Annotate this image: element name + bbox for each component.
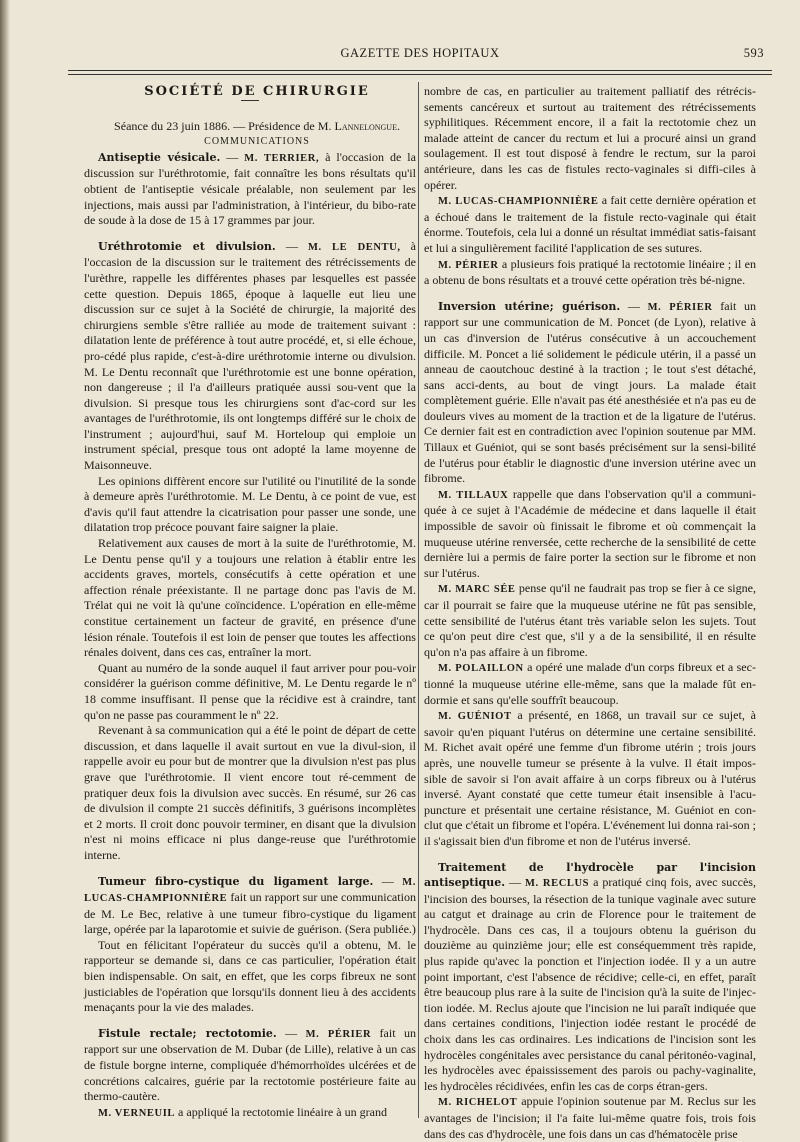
speaker-name: M. PÉRIER [647,301,713,313]
article-body: fait un rapport sur une communication de M. Le Bec, relative à une tumeur fibro-cystique du ligament large, opérée par la laparotomie et suivie de guérison. (Sera publiée.) [84,890,416,937]
article-body: a présenté, en 1868, un travail sur ce sujet, à savoir qu'en piquant l'utérus on détermine une certaine sensibilité. M. Richet avait opéré une femme d'un fibrome utérin ; trois jours après, une nouvelle tumeur se présente à la vulve. Il était impos-sible de savoir si l'on avait affaire à un corps fibreux ou à l'utérus inversé. Ayant constaté que cette tumeur était insensible à l'acu-puncture et présentait une certaine résistance, M. Guéniot en con-clut que c'était un fibrome et l'opéra. L'événement lui donna rai-son ; il s'agissait bien d'un fibrome et non de l'utérus inversé. [424,708,756,848]
speaker-name: M. PÉRIER [438,259,499,271]
section-title: SOCIÉTÉ DE CHIRURGIE [144,84,370,99]
article-heading: Antiseptie vésicale. [98,150,221,164]
session-line [84,119,416,135]
header-rule-top [68,70,772,71]
article-urethrotomie [84,239,416,474]
article-heading: Tumeur fibro-cystique du ligament large. [98,874,374,888]
speaker-name: M. LUCAS-CHAMPIONNIÈRE [438,196,599,208]
communications-heading: COMMUNICATIONS [204,136,310,148]
article-hydrocele [424,860,756,1095]
article-inversion [424,299,756,487]
article-body: appuie l'opinion soutenue par M. Reclus sur les avantages de l'incision; il l'a faite lui-même quatre fois, trois fois dans des cas d'hydrocèle, une fois dans un cas d'hématocèle prise [424,1094,756,1141]
article-heading: Fistule rectale; rectotomie. [98,1026,277,1040]
paragraph: Quant au numéro de la sonde auquel il faut arriver pour pou-voir considérer la guérison comme définitive, M. Le Dentu regarde le nº 18 comme insuffisant. Il pense que la récidive est à craindre, tant qu'on ne passe pas couramment le nº 22. [84,660,416,722]
speaker-name: M. RECLUS [525,878,590,890]
paragraph [424,193,756,256]
article-body: pense qu'il ne faudrait pas trop se fier à ce signe, car il pourrait se faire que la muqueuse utérine ne fût pas sensible, cette sensibilité de l'utérus étant très variable selon les sujets. Tout ce qu'on peut dire c'est que, s'il y a de la sensibilité, il en résulte qu'on n'a pas affaire à un fibrome. [424,581,757,659]
article-antiseptie [84,150,416,229]
dash: — [505,875,526,890]
president-name: Lannelongue. [334,118,400,133]
article-body: a appliqué la rectotomie linéaire à un grand [175,1104,388,1119]
paragraph [424,257,756,289]
paragraph: Relativement aux causes de mort à la suite de l'uréthrotomie, M. Le Dentu pense qu'il y a toujours une relation à établir entre les accidents graves, mortels, consécutifs à cette opération et une affection rénale préexistante. Il ne partage donc pas l'avis de M. Trélat qui ne voit là qu'une coïncidence. L'opération en elle-même constitue certainement un facteur de gravité, en présence d'une lésion rénale. Toutefois il est loin de penser que toutes les affections rénales doivent, dans ces cas, entraîner la mort. [84,536,416,660]
paragraph: Tout en félicitant l'opérateur du succès qu'il a obtenu, M. le rapporteur se demande si, dans ce cas particulier, l'opération était bien indispensable. On sait, en effet, que les corps fibreux ne sont justiciables de l'opération que lorsqu'ils donnent lieu à des accidents menaçants pour la vie des malades. [84,937,416,1015]
paragraph [424,1094,756,1142]
page-number: 593 [743,46,764,60]
running-header [70,44,770,64]
journal-title: GAZETTE DES HOPITAUX [340,46,500,60]
dash: — [276,1025,306,1040]
article-heading: Inversion utérine; guérison. [438,299,621,313]
speaker-name: M. MARC SÉE [438,584,516,596]
speaker-name: M. POLAILLON [438,663,524,675]
paragraph-continued: nombre de cas, en particulier au traitement palliatif des rétrécis-sements cancéreux et surtout au traitement des rétrécissements syphilitiques. Récemment encore, il a fait la rectotomie chez un malade atteint de cancer du rectum et lui a procuré ainsi un grand soulagement. Il est tout disposé à fendre le rectum, sur la paroi antérieure, dans les cas de fistules recto-vaginales si diffi-ciles à opérer. [424,84,756,192]
article-body: rappelle que dans l'observation qu'il a communi-quée à ce sujet à l'Académie de médecine et dans laquelle il était impossible de savoir où finissait le fibrome et où commençait la muqueuse utérine renversée, cette recherche de la sensibilité de cette dernière lui a permis de faire porter la section sur le fibrome et non sur l'utérus. [424,486,756,580]
title-rule [241,100,259,101]
article-body: fait un rapport sur une communication de M. Poncet (de Lyon), relative à un cas d'inversion de l'utérus consécutive à un accouchement difficile. M. Poncet a lié solidement le pédicule utérin, il a passé un anneau de caoutchouc destiné à la traction ; le tout s'est détaché, sans acci-dents, au bout de vingt jours. La malade était complètement guérie. Elle n'avait pas été anesthésiée et n'a pas eu de douleurs vives au moment de la traction et de la ligature de l'utérus. Ce dernier fait est en contradiction avec l'opinion soutenue par MM. Tillaux et Guéniot, qui se sont basés précisément sur la sensi-bilité de l'utérus pour établir le diagnostic d'une inversion utérine avec un fibrome. [424,298,757,486]
left-column [84,84,416,1124]
dash: — [620,298,648,313]
article-body: à l'occasion de la discussion sur l'uréthrotomie, fait connaître les bons résultats qu'il obtient de l'antiseptie vésicale préalable, non seulement par les injections, mais aussi par l'administration, à l'intérieur, du bibo-rate de soude à la dose de 15 à 17 grammes par jour. [84,149,416,228]
speaker-name: M. TERRIER, [244,152,320,164]
article-fistule [84,1026,416,1105]
article-body: a opéré une malade d'un corps fibreux et a sec-tionné la muqueuse utérine elle-même, sans que la malade fût en-dormie et sans qu'elle souffrît beaucoup. [424,660,757,707]
paragraph [424,708,756,849]
speaker-name: M. LUCAS-CHAMPIONNIÈRE [84,876,416,905]
article-body: a pratiqué cinq fois, avec succès, l'incision des bourses, la résection de la tunique vaginale avec suture au catgut et drainage au crin de Florence pour le traitement de l'hydrocèle. Dans ces cas, il a toujours obtenu la guérison du douzième au quinzième jour; elle est conséquemment très rapide, plus rapide qu'avec la ponction et l'injection iodée. Il y a un autre point important, c'est l'absence de récidive; celle-ci, en effet, paraît être beaucoup plus rare à la suite de l'incision qu'à la suite de l'injec-tion iodée. M. Reclus ajoute que l'incision ne lui paraît indiquée que dans certaines conditions, l'injection iodée restant le procédé de choix dans les cas ordinaires. Les indications de l'incision sont les hydrocèles congénitales avec persistance du canal péritonéo-vaginal, les hydrocèles avec épaississement des parois ou pachy-vaginalite, les hydrocèles récidivées, enfin les cas de corps étran-gers. [424,875,757,1093]
paragraph [424,660,756,708]
article-heading: Uréthrotomie et divulsion. [98,239,276,253]
paragraph [84,1105,416,1122]
article-body: fait un rapport sur une observation de M. Dubar (de Lille), relative à un cas de fistule borgne interne, compliquée d'hémorrhoïdes ulcérées et de concrétions calcaires, guérie par la rectotomie postérieure faite au thermo-cautère. [84,1025,417,1104]
dash: — [373,873,403,888]
dash: — [275,238,308,253]
paragraph: Les opinions diffèrent encore sur l'utilité ou l'inutilité de la sonde à demeure après l'uréthrotomie. M. Le Dentu, à ce point de vue, est d'avis qu'il faut attendre la cicatrisation pour passer une sonde, une dilatation trop précoce pouvant faire saigner la plaie. [84,473,416,535]
speaker-name: M. TILLAUX [438,489,509,501]
speaker-name: M. GUÉNIOT [438,711,512,723]
article-body: a fait cette dernière opération et a échoué dans le traitement de la fistule recto-vaginale qui était énorme. Toutefois, cela lui a donné un résultat immédiat satis-faisant et lui a singulièrement facilité l'application de ses sutures. [424,193,756,255]
page-binding-edge [0,0,10,1142]
column-divider [418,82,419,1118]
dash: — [220,149,245,164]
session-text: Séance du 23 juin 1886. — Présidence de M. [114,118,335,133]
speaker-name: M. RICHELOT [438,1097,518,1109]
header-rule-bottom [68,74,772,75]
article-heading: Traitement de l'hydrocèle par l'incision antiseptique. [424,860,756,890]
paragraph: Revenant à sa communication qui a été le point de départ de cette discussion, et dans laquelle il avait surtout en vue la divul-sion, il rappelle avoir eu pour but de montrer que la divulsion n'est pas plus grave que l'uréthrotomie. Il vient encore tout ré-cemment de pratiquer deux fois la divulsion avec succès. En résumé, sur 26 cas de divulsion il compte 21 succès définitifs, 3 guérisons incomplètes et 2 morts. Il croit donc pouvoir terminer, en disant que la divulsion n'est ni moins efficace ni plus dange-reuse que l'uréthrotomie interne. [84,723,416,862]
speaker-name: M. PÉRIER [305,1028,372,1040]
speaker-name: M. LE DENTU, [308,241,401,253]
article-body: a plusieurs fois pratiqué la rectotomie linéaire ; il en a obtenu de bons résultats et a trouvé cette opération très bé-nigne. [424,256,756,288]
speaker-name: M. VERNEUIL [98,1107,175,1119]
article-tumeur [84,874,416,938]
paragraph [424,487,756,582]
paragraph [424,581,756,660]
article-body: à l'occasion de la discussion sur le traitement des rétrécissements de l'urèthre, rappelle les différentes phases par lesquelles est passée cette question. Depuis 1865, époque à laquelle eut lieu une discussion sur ce sujet à la Société de chirurgie, la majorité des chirurgiens semble s'être ralliée au mode de traitement suivant : dilatation lente de préférence à tout autre procédé, et, si elle échoue, pro-cédé plus rapide, c'est-à-dire uréthrotomie interne ou divulsion. M. Le Dentu reconnaît que l'uréthrotomie est une bonne opération, non dangereuse ; il l'a d'ailleurs pratiquée aussi sou-vent que la divulsion. Si presque tous les chirurgiens sont d'ac-cord sur les avantages de l'uréthrotomie, ils ont longtemps différé sur le choix de l'instrument ; aujourd'hui, sauf M. Horteloup qui emploie un instrument spécial, presque tous ont adopté la lame moyenne de Maisonneuve. [84,238,417,473]
right-column [424,84,757,1141]
